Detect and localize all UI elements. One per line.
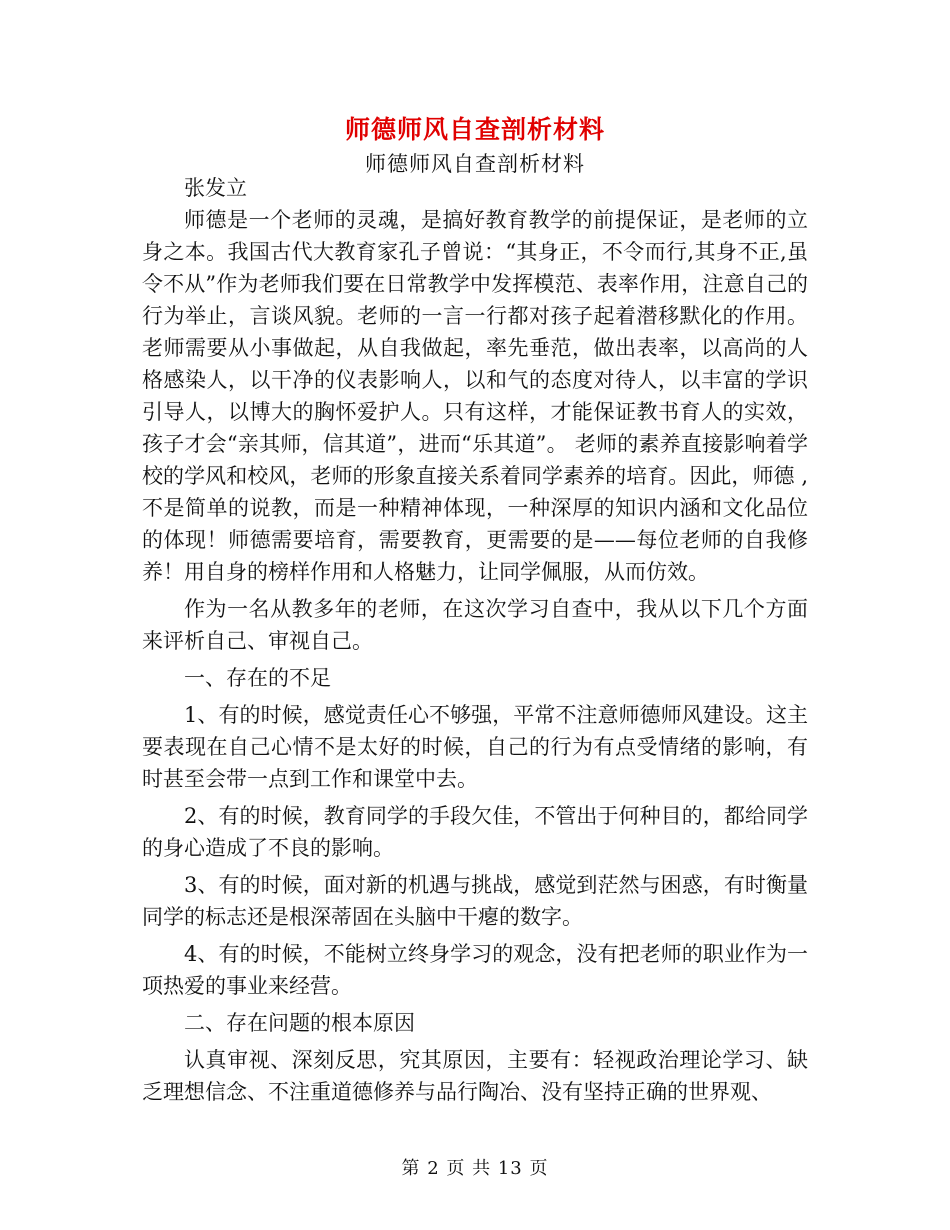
paragraph-intro: 师德是一个老师的灵魂，是搞好教育教学的前提保证，是老师的立身之本。我国古代大教育家孔子曾说：“其身正，不令而行,其身不正,虽令不从”作为老师我们要在日常教学中发挥模范、表率作用，注意自己的行为举止，言谈风貌。老师的一言一行都对孩子起着潜移默化的作用。老师需要从小事做起，从自我做起，率先垂范，做出表率，以高尚的人格感染人，以干净的仪表影响人，以和气的态度对待人，以丰富的学识引导人，以博大的胸怀爱护人。只有这样，才能保证教书育人的实效，孩子才会“亲其师，信其道”，进而“乐其道”。 老师的素养直接影响着学校的学风和校风，老师的形象直接关系着同学素养的培育。因此，师德 ,不是简单的说教，而是一种精神体现，一种深厚的知识内涵和文化品位的体现！师德需要培育，需要教育，更需要的是——每位老师的自我修养！用自身的榜样作用和人格魅力，让同学佩服，从而仿效。 xyxy=(142,208,808,584)
paragraph-item-3: 3、有的时候，面对新的机遇与挑战，感觉到茫然与困惑，有时衡量同学的标志还是根深蒂固在头脑中干瘪的数字。 xyxy=(142,873,808,929)
paragraph-self-review: 作为一名从教多年的老师，在这次学习自查中，我从以下几个方面来评析自己、审视自己。 xyxy=(142,597,808,653)
document-title: 师德师风自查剖析材料 xyxy=(344,115,605,144)
document-subtitle: 师德师风自查剖析材料 xyxy=(365,152,585,176)
paragraph-item-4: 4、有的时候，不能树立终身学习的观念，没有把老师的职业作为一项热爱的事业来经营。 xyxy=(142,942,808,998)
author-line: 张发立 xyxy=(184,176,247,200)
document-body xyxy=(142,172,808,1108)
section-heading-causes: 二、存在问题的根本原因 xyxy=(184,1011,415,1035)
page-number-footer: 第 2 页 共 13 页 xyxy=(401,1158,549,1179)
paragraph-item-2: 2、有的时候，教育同学的手段欠佳，不管出于何种目的，都给同学的身心造成了不良的影响。 xyxy=(142,804,808,860)
paragraph-causes: 认真审视、深刻反思，究其原因，主要有：轻视政治理论学习、缺乏理想信念、不注重道德修养与品行陶冶、没有坚持正确的世界观、 xyxy=(142,1048,808,1104)
section-heading-shortcomings: 一、存在的不足 xyxy=(184,666,331,690)
paragraph-item-1: 1、有的时候，感觉责任心不够强，平常不注意师德师风建设。这主要表现在自己心情不是太好的时候，自己的行为有点受情绪的影响，有时甚至会带一点到工作和课堂中去。 xyxy=(142,703,808,791)
